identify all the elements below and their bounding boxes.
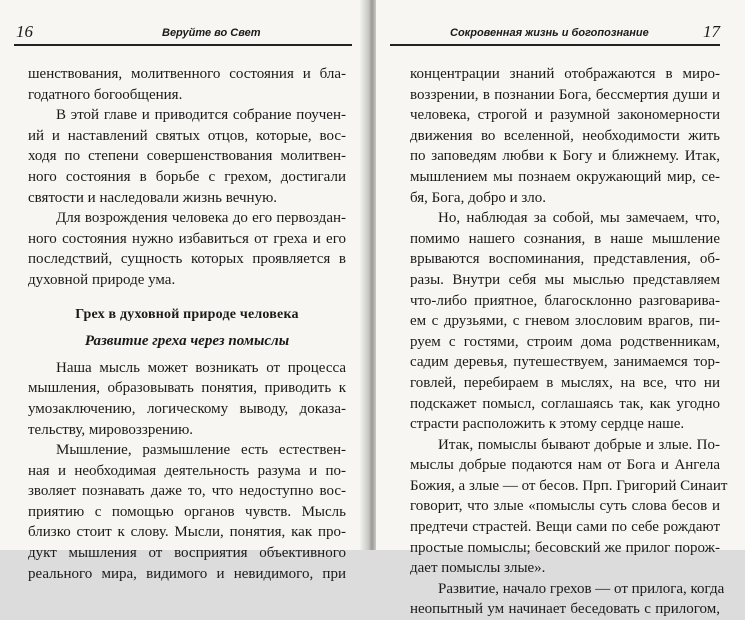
right-page-text <box>410 64 728 620</box>
section-subheading: Развитие греха через помыслы <box>84 333 290 350</box>
text-line: мышлением мы познаем окружающий мир, се- <box>410 168 720 185</box>
text-line: воззрении, в познании Бога, бессмертия души и <box>410 86 720 103</box>
text-line: ем с друзьями, с гневом злословим врагов, пи- <box>410 313 720 330</box>
text-line: духовной природе ума. <box>28 271 176 288</box>
text-line: годатного богообщения. <box>28 86 183 103</box>
text-line: бя, Бога, добро и зло. <box>410 189 547 206</box>
text-line: подскажет помысл, соглашаясь так, как угодно <box>410 395 720 412</box>
text-line: дает помыслы злые». <box>410 560 546 577</box>
text-line: дукт мышления от восприятия объективного <box>28 545 346 562</box>
right-page <box>376 0 745 618</box>
text-line: ная и необходимая деятельность разума и по- <box>28 462 346 479</box>
text-line: Итак, помыслы бывают добрые и злые. По- <box>438 436 720 453</box>
text-line: ий и наставлений святых отцов, которые, вос- <box>28 127 346 144</box>
section-heading: Грех в духовной природе человека <box>75 306 299 322</box>
text-line: мыслы добрые подаются нам от Бога и Ангела <box>410 457 720 474</box>
text-line: садим деревья, путешествуем, занимаемся тор- <box>410 354 720 371</box>
text-line: движения во вселенной, необходимости жить <box>410 127 720 144</box>
text-line: концентрации знаний отображаются в миро- <box>410 66 720 82</box>
text-line: что-либо приятное, благосклонно разговарива- <box>410 292 720 309</box>
text-line: Для возрождения человека до его первоздан- <box>56 210 346 227</box>
text-line: шенствования, молитвенного состояния и бла- <box>28 66 346 82</box>
left-page-header <box>14 22 352 46</box>
text-line: предтечи страстей. Вещи сами по себе рождают <box>410 519 720 536</box>
left-page-number: 16 <box>16 22 33 41</box>
text-line: помимо нашего сознания, в наше мышление <box>410 230 720 247</box>
text-line: зволяет познавать даже то, что недоступно вос- <box>28 483 346 500</box>
text-line: ного состояния в борьбе с грехом, достигали <box>28 168 346 185</box>
text-line: страсти расположить к этому сердце наше. <box>410 416 685 433</box>
text-line: Наша мысль может возникать от процесса <box>56 359 346 376</box>
text-line: ного состояния нужно избавиться от греха и его <box>28 230 346 247</box>
left-page-text <box>28 64 346 584</box>
text-line: простые помыслы; бесовский же прилог порож- <box>410 539 720 556</box>
text-line: по заповедям любви к Богу и ближнему. Итак, <box>410 148 720 165</box>
text-line: Божия, а злые — от бесов. Прп. Григорий Синаит <box>410 477 728 494</box>
text-line: мышления, образовывать понятия, приводить к <box>28 380 346 397</box>
text-line: руем с гостями, строим дома родственникам, <box>410 333 720 350</box>
text-line: реального мира, видимого и невидимого, при <box>28 565 346 582</box>
text-line: последствий, сущность которых проявляется в <box>28 251 346 268</box>
text-line: человека, строгой и разумной закономерности <box>410 107 720 124</box>
text-line: умозаключению, логическому выводу, доказа- <box>28 400 346 417</box>
text-line: В этой главе и приводится собрание поучен- <box>56 107 346 124</box>
text-line: врываются воспоминания, представления, об- <box>410 251 720 268</box>
right-text-block <box>410 64 728 620</box>
text-line: приятию с помощью органов чувств. Мысль <box>28 503 346 520</box>
left-page <box>0 0 368 582</box>
right-page-header <box>390 22 720 46</box>
text-line: неопытный ум начинает беседовать с прилогом, <box>410 601 720 618</box>
text-line: святости и наследовали жизнь вечную. <box>28 189 278 206</box>
text-line: разы. Внутри себя мы мыслью представляем <box>410 271 720 288</box>
left-text-block-top <box>28 64 346 291</box>
text-line: близко стоит к слову. Мысли, понятия, как про- <box>28 524 346 541</box>
right-page-number: 17 <box>703 22 720 41</box>
text-line: ходя по степени совершенствования молитвен- <box>28 148 346 165</box>
text-line: Но, наблюдая за собой, мы замечаем, что, <box>438 210 720 227</box>
right-running-title: Сокровенная жизнь и богопознание <box>450 27 649 39</box>
left-running-title: Веруйте во Свет <box>162 27 261 39</box>
left-text-block-bottom <box>28 358 346 585</box>
text-line: Развитие, начало грехов — от прилога, когда <box>438 580 725 597</box>
text-line: Мышление, размышление есть естествен- <box>56 442 346 459</box>
text-line: говлей, перебираем в мыслях, на все, что ни <box>410 374 720 391</box>
text-line: говорит, что злые «помыслы суть слова бесов и <box>410 498 720 515</box>
text-line: тельству, мировоззрению. <box>28 421 194 438</box>
